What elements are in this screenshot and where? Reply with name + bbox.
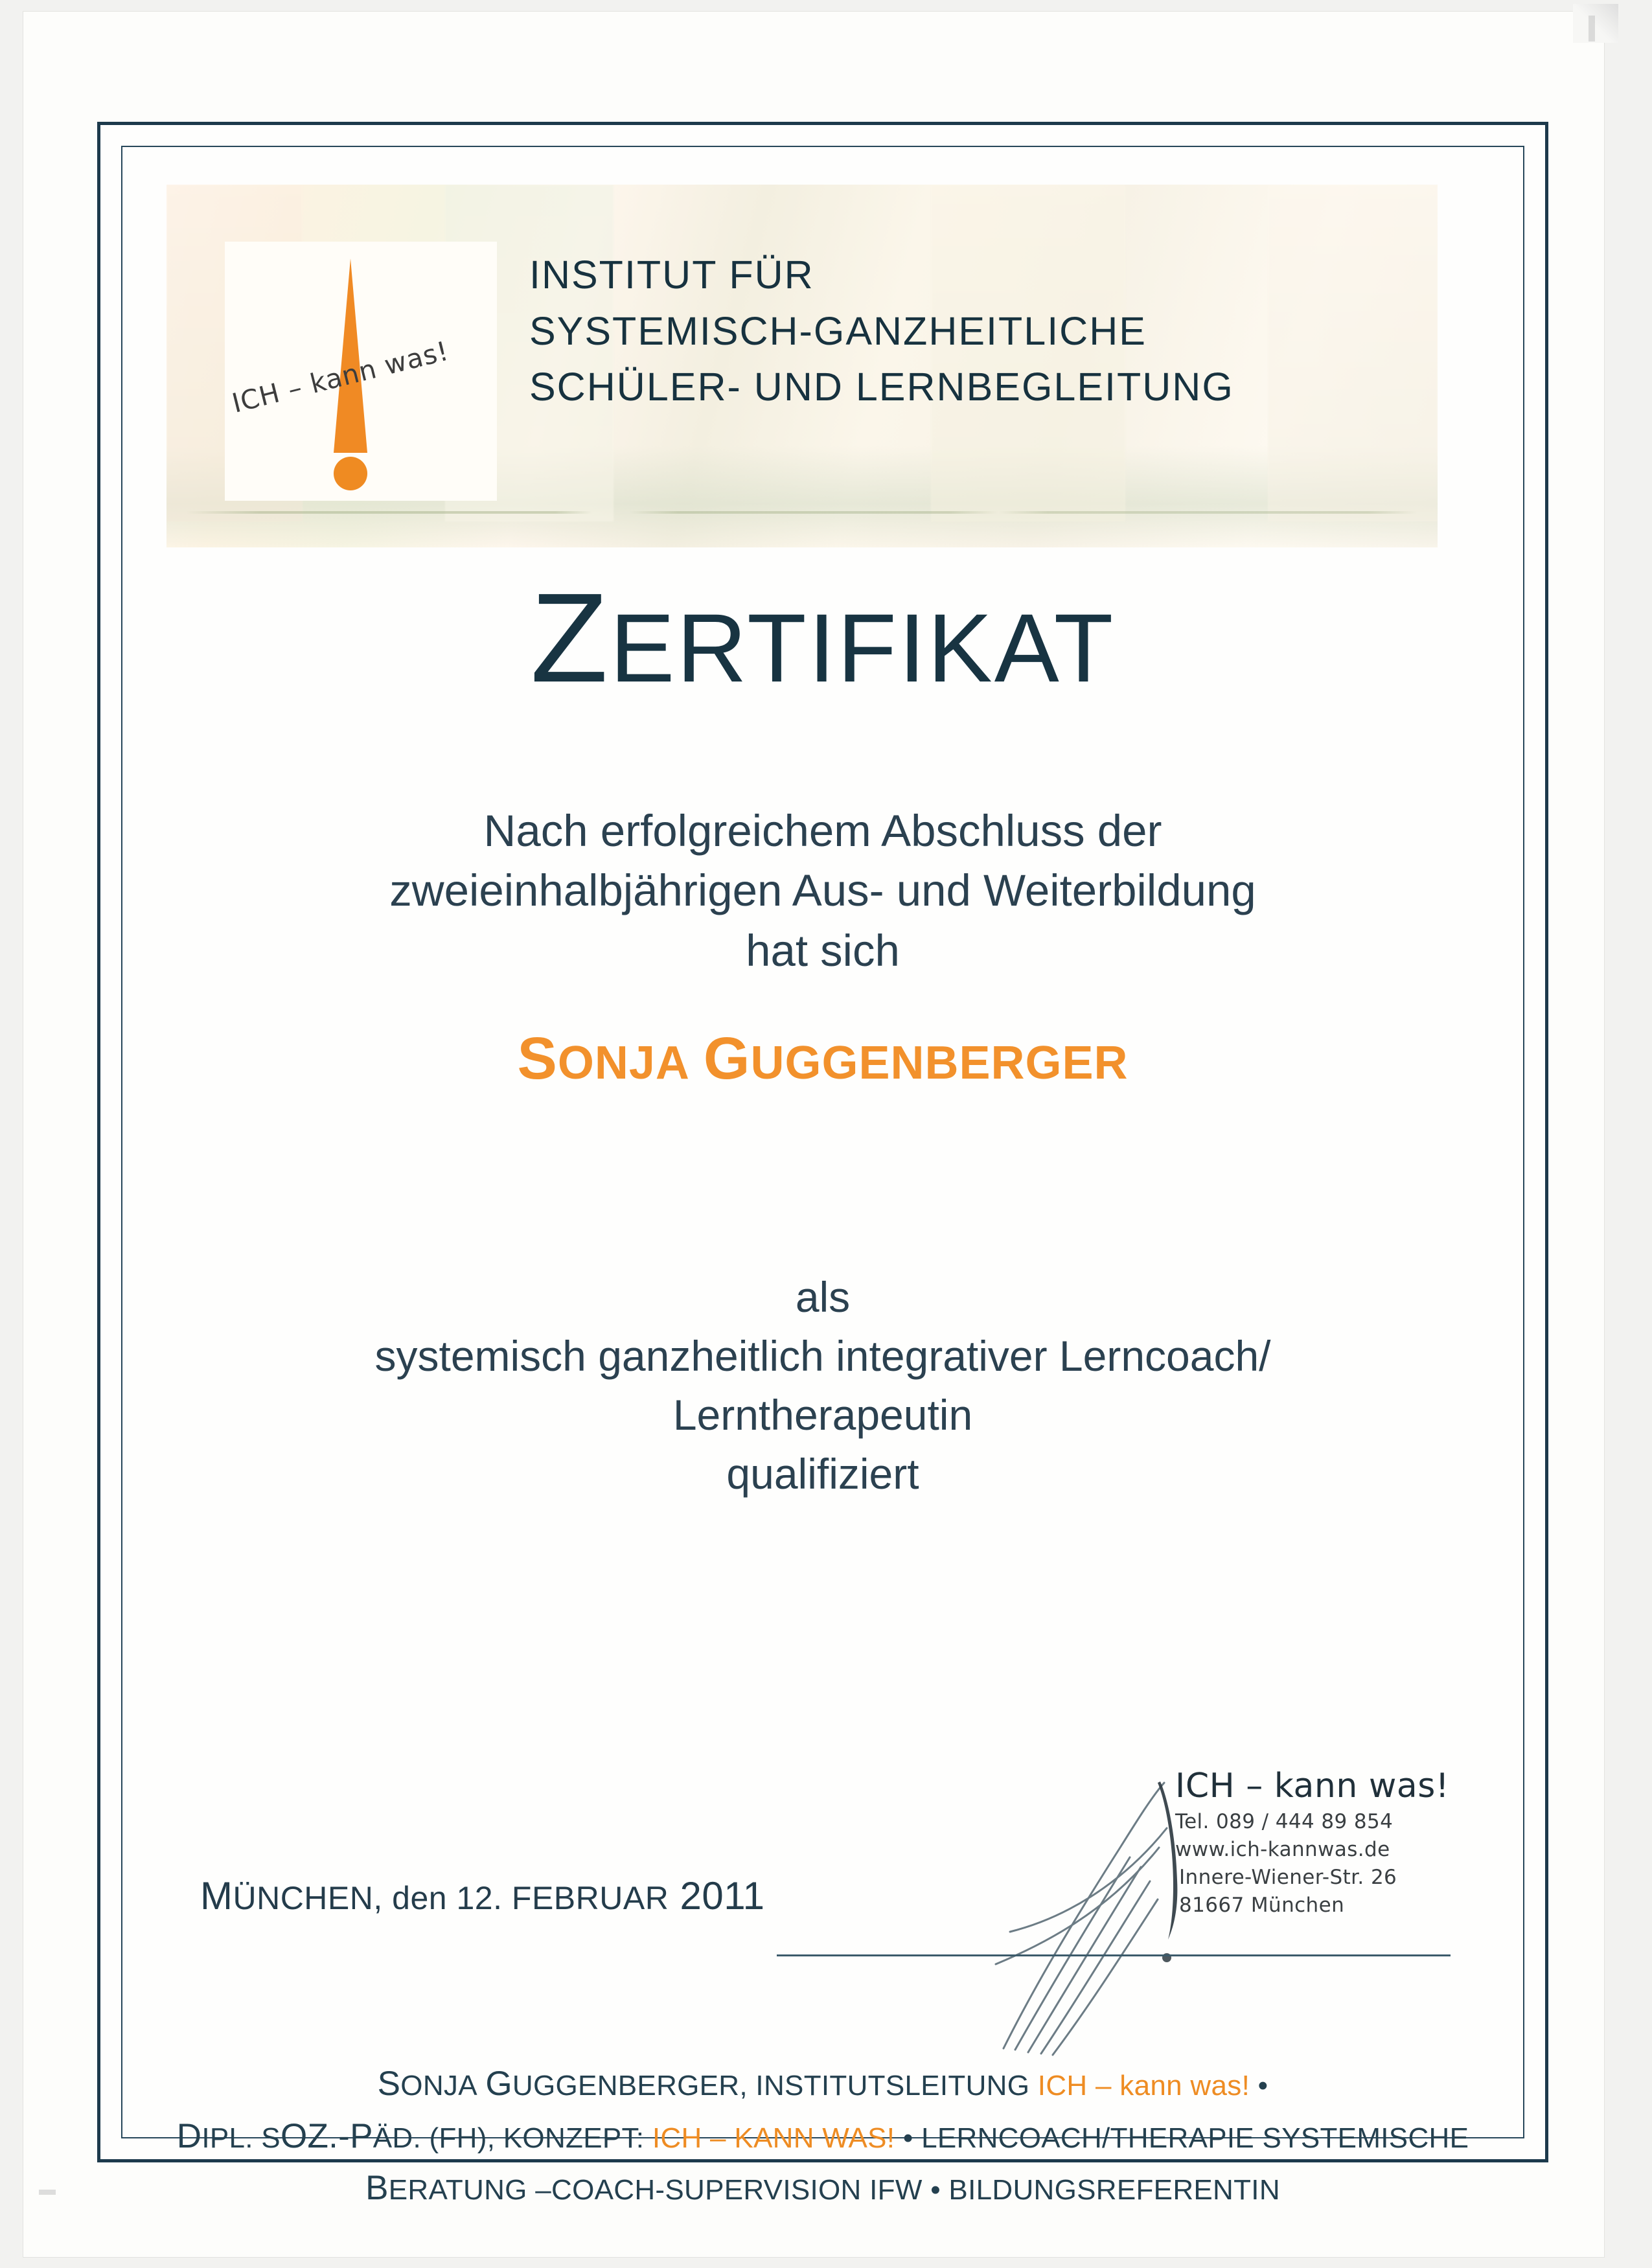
institute-line-1: INSTITUT FÜR — [529, 253, 814, 297]
footer-r3-e: ILDUNGSREFERENTIN — [968, 2174, 1280, 2206]
exclamation-dot-icon — [334, 457, 367, 490]
title-rest: ERTIFIKAT — [610, 593, 1116, 702]
footer-r2-g: ERNCOACH/T — [937, 2122, 1128, 2154]
qualification-line-2: systemisch ganzheitlich integrativer Lerncoach/ — [374, 1332, 1271, 1380]
letterhead-band — [166, 185, 1438, 547]
recipient-last-rest: UGGENBERGER — [750, 1037, 1129, 1089]
footer-row-2 — [161, 2111, 1484, 2163]
certificate-content — [122, 147, 1523, 2208]
date-year: 2011 — [669, 1874, 765, 1918]
institute-name — [529, 247, 1423, 415]
footer-r2-d: ÄD. (FH), K — [373, 2122, 523, 2154]
footer-r2-a: D — [176, 2116, 202, 2155]
body-line-3: hat sich — [746, 925, 900, 976]
footer-r1-e: NSTITUTSLEITUNG — [763, 2070, 1038, 2102]
footer-r3-b: ERATUNG –C — [388, 2174, 573, 2206]
body-line-1: Nach erfolgreichem Abschluss der — [483, 806, 1162, 856]
recipient-space — [690, 1037, 704, 1089]
signature-line — [777, 1954, 1451, 1956]
footer-r1-b: ONJA — [400, 2070, 477, 2102]
recipient-first-initial: S — [517, 1025, 558, 1092]
footer-r2-e: ONZEPT: — [522, 2122, 652, 2154]
footer-row-1 — [161, 2058, 1484, 2111]
footer-r1-d: UGGENBERGER, I — [512, 2070, 764, 2102]
footer-r2-b: IPL. S — [201, 2122, 281, 2154]
qualification-line-1: als — [795, 1273, 851, 1321]
body-line-2: zweieinhalbjährigen Aus- und Weiterbildung — [389, 865, 1256, 916]
recipient-name — [122, 1025, 1523, 1093]
scan-speck — [39, 2190, 56, 2195]
stamp-line-5: 81667 München — [1179, 1894, 1345, 1917]
page-title — [122, 567, 1523, 709]
place-and-date — [200, 1873, 765, 1918]
stamp-line-4: Innere-Wiener-Str. 26 — [1179, 1866, 1397, 1889]
footer-r1-a: S — [377, 2065, 401, 2103]
footer-brand-2: ICH – KANN WAS! — [652, 2122, 895, 2154]
footer-r3-d: UPERVISION IFW • B — [684, 2174, 969, 2206]
qualification-line-4: qualifiziert — [726, 1450, 919, 1498]
footer-r2-f: • L — [895, 2122, 937, 2154]
footer-row-3 — [161, 2162, 1484, 2215]
recipient-first-rest: ONJA — [557, 1037, 690, 1089]
footer-r3-c: OACH-S — [572, 2174, 685, 2206]
stamp-line-3: www.ich-kannwas.de — [1175, 1838, 1390, 1861]
footer-brand: ICH – kann was! — [1037, 2070, 1250, 2102]
date-month-rest: EBRUAR — [531, 1880, 669, 1916]
body-text — [187, 801, 1458, 981]
qualification-line-3: Lerntherapeutin — [672, 1391, 973, 1439]
qualification-text — [181, 1268, 1465, 1504]
title-initial: Z — [530, 567, 610, 709]
logo — [225, 242, 497, 501]
footer-credentials — [161, 2058, 1484, 2215]
place-rest: ÜNCHEN — [233, 1880, 374, 1916]
footer-r2-h: HERAPIE SYSTEMISCHE — [1127, 2122, 1469, 2154]
footer-r2-c: OZ.-P — [280, 2116, 373, 2155]
logo-text: ICH – kann was! — [229, 335, 452, 419]
company-stamp — [1175, 1767, 1512, 1917]
letterhead-underline — [186, 511, 1417, 514]
footer-r1-c: G — [485, 2065, 512, 2103]
institute-line-2: SYSTEMISCH-GANZHEITLICHE — [529, 308, 1147, 353]
recipient-last-initial: G — [703, 1025, 751, 1092]
institute-line-3: SCHÜLER- UND LERNBEGLEITUNG — [529, 365, 1234, 409]
stamp-line-2: Tel. 089 / 444 89 854 — [1175, 1810, 1394, 1833]
certificate-inner-border — [121, 146, 1524, 2208]
stamp-line-1: ICH – kann was! — [1175, 1767, 1450, 1805]
page-corner-fold — [1573, 4, 1618, 43]
certificate-frame — [97, 122, 1548, 2208]
place-initial: M — [200, 1874, 233, 1918]
footer-r3-a: B — [365, 2169, 389, 2208]
scan-speck — [1589, 16, 1595, 41]
date-prefix: , den 12. F — [373, 1880, 532, 1916]
footer-bullet: • — [1257, 2070, 1268, 2102]
